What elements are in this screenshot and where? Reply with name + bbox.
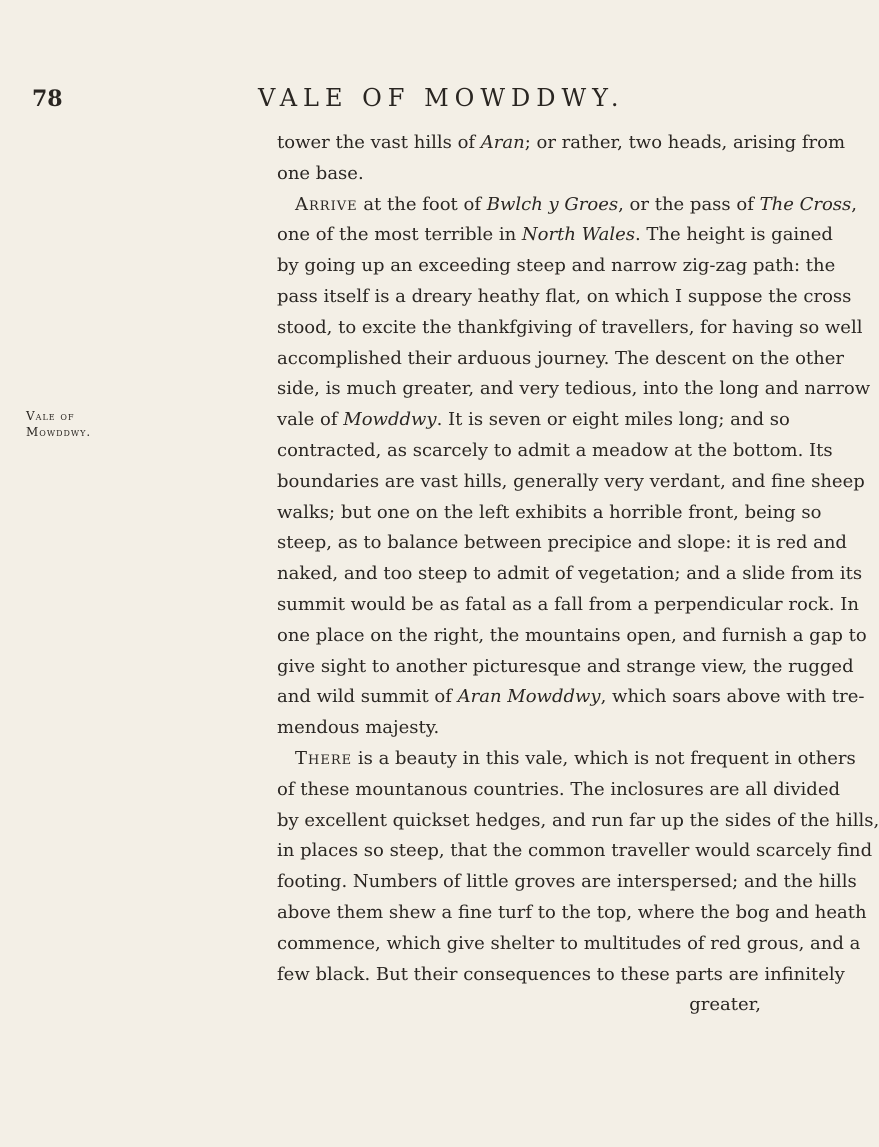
- text-line: vale of Mowddwy. It is seven or eight miles long; and so: [277, 409, 790, 431]
- text-line: and wild summit of Aran Mowddwy, which soars above with tre-: [277, 686, 865, 708]
- margin-note-line-1: Vale of: [26, 409, 75, 423]
- text-line: give sight to another picturesque and strange view, the rugged: [277, 655, 854, 677]
- text-line: by excellent quickset hedges, and run far up the sides of the hills,: [277, 809, 879, 831]
- text-line: summit would be as fatal as a fall from a perpendicular rock. In: [277, 593, 859, 615]
- text-line: boundaries are vast hills, generally very verdant, and fine sheep: [277, 470, 865, 492]
- text-line: walks; but one on the left exhibits a horrible front, being so: [277, 501, 822, 523]
- text-line: steep, as to balance between precipice and slope: it is red and: [277, 532, 847, 554]
- text-line: one base.: [277, 162, 364, 184]
- text-line: by going up an exceeding steep and narrow zig-zag path: the: [277, 255, 836, 277]
- text-line: in places so steep, that the common traveller would scarcely find: [277, 840, 873, 862]
- text-line: commence, which give shelter to multitudes of red grous, and a: [277, 932, 861, 954]
- text-line: naked, and too steep to admit of vegetation; and a slide from its: [277, 563, 863, 585]
- text-line: above them shew a fine turf to the top, where the bog and heath: [277, 901, 867, 923]
- margin-note-line-2: Mowddwy.: [26, 425, 92, 439]
- text-line: contracted, as scarcely to admit a meadow at the bottom. Its: [277, 439, 833, 461]
- paragraph-start: Arrive at the foot of Bwlch y Groes, or the pass of The Cross,: [295, 193, 857, 215]
- margin-note: [26, 408, 116, 440]
- text-line: stood, to excite the thankfgiving of travellers, for having so well: [277, 316, 863, 338]
- text-line: accomplished their arduous journey. The descent on the other: [277, 347, 844, 369]
- page-number: 78: [32, 86, 63, 112]
- text-line: one place on the right, the mountains open, and furnish a gap to: [277, 624, 867, 646]
- text-line: mendous majesty.: [277, 717, 440, 739]
- catchword: greater,: [689, 994, 761, 1016]
- text-line: pass itself is a dreary heathy flat, on which I suppose the cross: [277, 285, 852, 307]
- text-line: one of the most terrible in North Wales. The height is gained: [277, 224, 833, 246]
- text-line: side, is much greater, and very tedious, into the long and narrow: [277, 378, 871, 400]
- paragraph-start: There is a beauty in this vale, which is not frequent in others: [295, 747, 856, 769]
- text-line: of these mountanous countries. The inclosures are all divided: [277, 778, 841, 800]
- text-line: tower the vast hills of Aran; or rather, two heads, arising from: [277, 132, 846, 153]
- text-line: few black. But their consequences to these parts are infinitely: [277, 963, 845, 985]
- body-text: [277, 128, 879, 1021]
- running-head: VALE OF MOWDDWY.: [258, 84, 625, 112]
- text-line: footing. Numbers of little groves are interspersed; and the hills: [277, 871, 857, 893]
